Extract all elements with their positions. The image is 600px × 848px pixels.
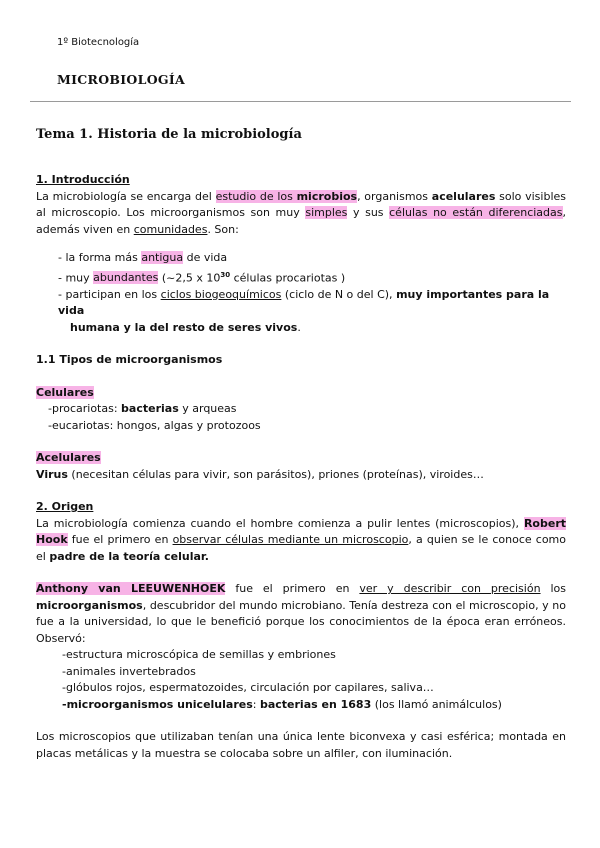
virus-line: Virus (necesitan células para vivir, son parásitos), priones (proteínas), viroides… — [36, 467, 484, 481]
subsection-heading-tipos: 1.1 Tipos de microorganismos — [36, 353, 223, 367]
course-label: 1º Biotecnología — [57, 37, 140, 48]
list-item: - muy abundantes (~2,5 x $10^{30}$ células procariotas ) — [58, 270, 346, 285]
category-label-celulares: Celulares — [36, 385, 94, 399]
header-divider — [30, 101, 571, 102]
list-item: -animales invertebrados — [62, 664, 196, 678]
subject-title: MICROBIOLOGÍA — [57, 72, 186, 87]
section-heading-origen: 2. Origen — [36, 500, 94, 514]
origen-paragraph: La microbiología comienza cuando el hombre comienza a pulir lentes (microscopios), Robert Hook fue el primero en observar células mediante un microscopio, a quien se le conoce como el padre de la teoría celular. — [36, 516, 567, 563]
intro-paragraph: La microbiología se encarga del estudio de los microbios, organismos acelulares solo visibles al microscopio. Los microorganismos son muy simples y sus células no están diferenciadas, además viven en comunidades. Son: — [36, 189, 567, 236]
category-label-acelulares: Acelulares — [36, 451, 101, 465]
list-item: -eucariotas: hongos, algas y protozoos — [48, 418, 261, 432]
microscopes-paragraph: Los microscopios que utilizaban tenían una única lente biconvexa y casi esférica; montada en placas metálicas y la muestra se colocaba sobre un alfiler, con iluminación. — [36, 730, 566, 760]
document-body — [36, 172, 566, 762]
leeuwenhoek-paragraph: Anthony van LEEUWENHOEK fue el primero en ver y describir con precisión los microorganismos, descubridor del mundo microbiano. Tenía destreza con el microscopio, y no fue a la universidad, lo que le benefició porque los conocimientos de la época eran erróneos. Observó: — [36, 582, 567, 645]
chapter-title: Tema 1. Historia de la microbiología — [36, 127, 302, 142]
list-item: - participan en los ciclos biogeoquímicos (ciclo de N o del C), muy importantes para la vida — [58, 287, 550, 318]
list-item: -estructura microscópica de semillas y embriones — [62, 648, 336, 662]
list-item: -procariotas: bacterias y arqueas — [48, 402, 237, 416]
list-item-continuation: humana y la del resto de seres vivos. — [70, 320, 301, 334]
section-heading-introduccion: 1. Introducción — [36, 173, 130, 186]
list-item: -glóbulos rojos, espermatozoides, circulación por capilares, saliva… — [62, 681, 434, 695]
list-item: - la forma más antigua de vida — [58, 251, 228, 264]
list-item: -microorganismos unicelulares: bacterias en 1683 (los llamó animálculos) — [62, 697, 502, 711]
